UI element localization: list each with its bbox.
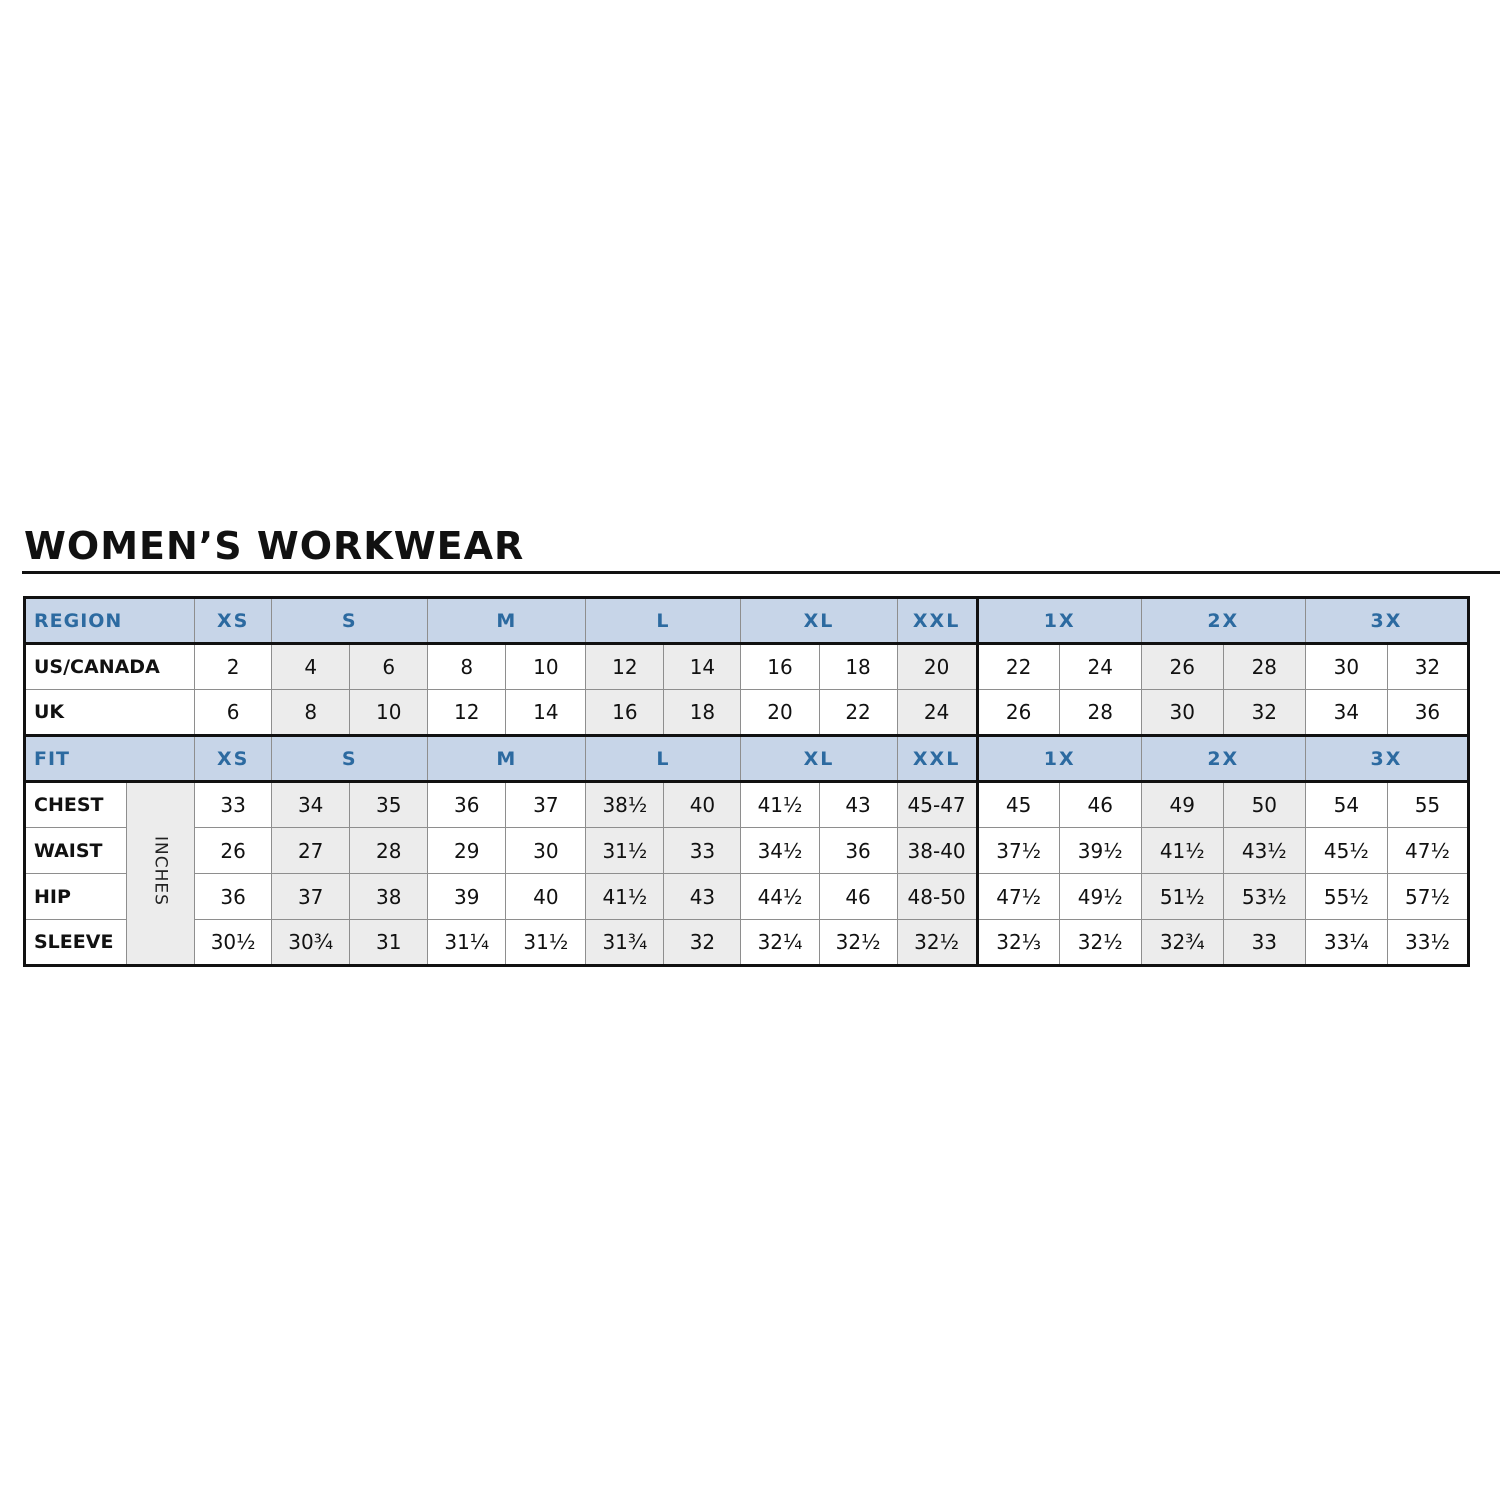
size-chart-table <box>23 596 1470 967</box>
table-row <box>25 782 1469 828</box>
size-header-xs: XS <box>195 736 272 782</box>
table-cell: 38½ <box>586 782 664 828</box>
table-cell: 43 <box>664 874 741 920</box>
table-cell: 32 <box>664 920 741 966</box>
table-cell: 32⅓ <box>977 920 1059 966</box>
size-chart <box>23 596 1470 967</box>
table-cell: 41½ <box>741 782 819 828</box>
table-cell: 24 <box>897 690 977 736</box>
title-underline <box>22 571 1500 574</box>
table-cell: 37 <box>506 782 586 828</box>
table-cell: 46 <box>819 874 897 920</box>
table-cell: 30 <box>1305 644 1387 690</box>
table-cell: 14 <box>664 644 741 690</box>
table-cell: 53½ <box>1223 874 1305 920</box>
table-cell: 32 <box>1387 644 1468 690</box>
table-cell: 38 <box>350 874 428 920</box>
table-cell: 33 <box>1223 920 1305 966</box>
table-row <box>25 874 1469 920</box>
table-cell: 32½ <box>897 920 977 966</box>
table-cell: 31½ <box>506 920 586 966</box>
table-cell: 40 <box>506 874 586 920</box>
size-header-2x: 2X <box>1141 736 1305 782</box>
table-cell: 14 <box>506 690 586 736</box>
table-cell: 31½ <box>586 828 664 874</box>
table-cell: 36 <box>428 782 506 828</box>
table-cell: 38-40 <box>897 828 977 874</box>
table-cell: 32½ <box>819 920 897 966</box>
fit-header-label: FIT <box>25 736 195 782</box>
table-cell: 33¼ <box>1305 920 1387 966</box>
table-cell: 20 <box>897 644 977 690</box>
row-label-us-canada: US/CANADA <box>25 644 195 690</box>
table-cell: 18 <box>664 690 741 736</box>
table-cell: 37 <box>272 874 350 920</box>
table-cell: 33 <box>195 782 272 828</box>
table-cell: 34½ <box>741 828 819 874</box>
table-cell: 12 <box>428 690 506 736</box>
table-cell: 55½ <box>1305 874 1387 920</box>
size-header-m: M <box>428 736 586 782</box>
table-cell: 33½ <box>1387 920 1468 966</box>
table-cell: 29 <box>428 828 506 874</box>
row-label-chest: CHEST <box>25 782 127 828</box>
table-cell: 2 <box>195 644 272 690</box>
table-cell: 26 <box>195 828 272 874</box>
table-cell: 54 <box>1305 782 1387 828</box>
table-cell: 8 <box>428 644 506 690</box>
table-cell: 47½ <box>1387 828 1468 874</box>
size-header-s: S <box>272 736 428 782</box>
table-cell: 27 <box>272 828 350 874</box>
table-cell: 45-47 <box>897 782 977 828</box>
size-header-1x: 1X <box>977 736 1141 782</box>
table-cell: 26 <box>977 690 1059 736</box>
table-cell: 10 <box>506 644 586 690</box>
table-cell: 31¾ <box>586 920 664 966</box>
size-header-2x: 2X <box>1141 598 1305 644</box>
table-cell: 33 <box>664 828 741 874</box>
table-cell: 41½ <box>586 874 664 920</box>
size-header-xxl: XXL <box>897 736 977 782</box>
table-cell: 39 <box>428 874 506 920</box>
table-cell: 31 <box>350 920 428 966</box>
region-header-label: REGION <box>25 598 195 644</box>
region-header-row <box>25 598 1469 644</box>
size-header-3x: 3X <box>1305 736 1468 782</box>
page-title: WOMEN’S WORKWEAR <box>24 524 525 568</box>
table-row <box>25 644 1469 690</box>
fit-header-row <box>25 736 1469 782</box>
table-cell: 30½ <box>195 920 272 966</box>
table-cell: 50 <box>1223 782 1305 828</box>
row-label-hip: HIP <box>25 874 127 920</box>
table-cell: 24 <box>1059 644 1141 690</box>
table-cell: 48-50 <box>897 874 977 920</box>
table-cell: 57½ <box>1387 874 1468 920</box>
table-cell: 46 <box>1059 782 1141 828</box>
table-row <box>25 920 1469 966</box>
table-cell: 18 <box>819 644 897 690</box>
table-cell: 4 <box>272 644 350 690</box>
table-cell: 30 <box>1141 690 1223 736</box>
table-cell: 8 <box>272 690 350 736</box>
table-cell: 41½ <box>1141 828 1223 874</box>
table-cell: 20 <box>741 690 819 736</box>
table-cell: 32 <box>1223 690 1305 736</box>
table-cell: 49½ <box>1059 874 1141 920</box>
table-cell: 10 <box>350 690 428 736</box>
row-label-uk: UK <box>25 690 195 736</box>
table-cell: 43½ <box>1223 828 1305 874</box>
table-cell: 55 <box>1387 782 1468 828</box>
table-cell: 34 <box>272 782 350 828</box>
size-header-s: S <box>272 598 428 644</box>
table-cell: 49 <box>1141 782 1223 828</box>
table-row <box>25 690 1469 736</box>
table-cell: 26 <box>1141 644 1223 690</box>
table-cell: 30 <box>506 828 586 874</box>
table-cell: 28 <box>350 828 428 874</box>
unit-label <box>127 782 195 966</box>
size-header-xxl: XXL <box>897 598 977 644</box>
table-row <box>25 828 1469 874</box>
table-cell: 36 <box>195 874 272 920</box>
table-cell: 30¾ <box>272 920 350 966</box>
table-cell: 47½ <box>977 874 1059 920</box>
row-label-waist: WAIST <box>25 828 127 874</box>
size-header-m: M <box>428 598 586 644</box>
table-cell: 45½ <box>1305 828 1387 874</box>
table-cell: 31¼ <box>428 920 506 966</box>
table-cell: 16 <box>741 644 819 690</box>
size-header-xl: XL <box>741 736 897 782</box>
row-label-sleeve: SLEEVE <box>25 920 127 966</box>
size-header-1x: 1X <box>977 598 1141 644</box>
table-cell: 32¼ <box>741 920 819 966</box>
table-cell: 6 <box>195 690 272 736</box>
table-cell: 36 <box>819 828 897 874</box>
table-cell: 51½ <box>1141 874 1223 920</box>
table-cell: 37½ <box>977 828 1059 874</box>
table-cell: 39½ <box>1059 828 1141 874</box>
table-cell: 32½ <box>1059 920 1141 966</box>
table-cell: 28 <box>1059 690 1141 736</box>
size-header-l: L <box>586 598 741 644</box>
table-cell: 22 <box>977 644 1059 690</box>
size-header-xs: XS <box>195 598 272 644</box>
table-cell: 45 <box>977 782 1059 828</box>
unit-label-text: INCHES <box>150 836 171 906</box>
table-cell: 36 <box>1387 690 1468 736</box>
table-cell: 40 <box>664 782 741 828</box>
size-header-3x: 3X <box>1305 598 1468 644</box>
table-cell: 12 <box>586 644 664 690</box>
table-cell: 6 <box>350 644 428 690</box>
table-cell: 44½ <box>741 874 819 920</box>
table-cell: 35 <box>350 782 428 828</box>
size-header-l: L <box>586 736 741 782</box>
table-cell: 16 <box>586 690 664 736</box>
table-cell: 22 <box>819 690 897 736</box>
table-cell: 28 <box>1223 644 1305 690</box>
size-header-xl: XL <box>741 598 897 644</box>
table-cell: 34 <box>1305 690 1387 736</box>
table-cell: 43 <box>819 782 897 828</box>
table-cell: 32¾ <box>1141 920 1223 966</box>
